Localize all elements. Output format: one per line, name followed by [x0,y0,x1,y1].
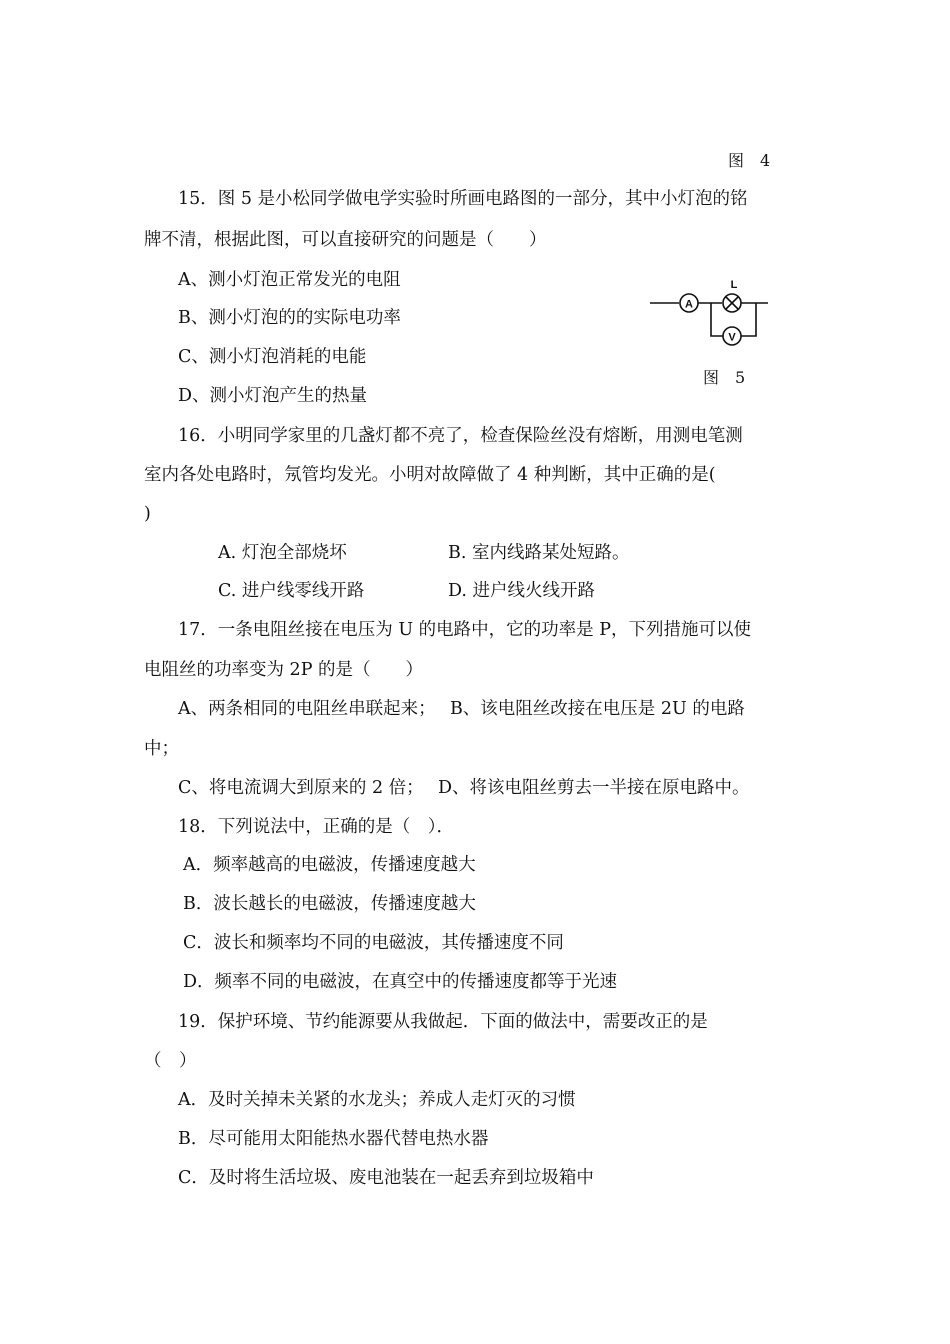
q17-options-cd: C、将电流调大到原来的 2 倍； D、将该电阻丝剪去一半接在原电路中。 [178,778,750,798]
lamp-label: L [730,279,738,291]
q18-option-d: D．频率不同的电磁波，在真空中的传播速度都等于光速 [183,972,618,992]
q15-option-d: D、测小灯泡产生的热量 [178,386,368,406]
circuit-diagram-figure-5 [644,272,784,352]
figure-4-caption: 图 4 [728,151,771,170]
q15-stem-line-2: 牌不清，根据此图，可以直接研究的问题是（ ） [144,230,547,250]
q16-option-d: D. 进户线火线开路 [448,581,596,601]
q16-option-a: A. 灯泡全部烧坏 [218,543,347,563]
q19-stem-line-1: 19．保护环境、节约能源要从我做起．下面的做法中，需要改正的是 [178,1012,708,1032]
q18-option-a: A．频率越高的电磁波，传播速度越大 [183,855,476,875]
q15-option-c: C、测小灯泡消耗的电能 [178,347,367,367]
q16-stem-line-2: 室内各处电路时，氖管均发光。小明对故障做了 4 种判断，其中正确的是( [144,465,716,485]
q15-option-a: A、测小灯泡正常发光的电阻 [178,270,401,290]
q17-stem-line-2: 电阻丝的功率变为 2P 的是（ ） [144,660,424,680]
q16-option-b: B. 室内线路某处短路。 [448,543,630,563]
q16-option-c: C. 进户线零线开路 [218,581,365,601]
ammeter-label: A [685,298,693,311]
q16-stem-line-3: ) [144,504,151,524]
q17-options-ab-line-1: A、两条相同的电阻丝串联起来； B、该电阻丝改接在电压是 2U 的电路 [178,699,745,719]
q18-option-b: B．波长越长的电磁波，传播速度越大 [183,894,476,914]
q19-option-b: B．尽可能用太阳能热水器代替电热水器 [178,1129,489,1149]
q18-stem: 18．下列说法中，正确的是（ ）． [178,817,455,837]
q17-stem-line-1: 17．一条电阻丝接在电压为 U 的电路中，它的功率是 P，下列措施可以使 [178,620,751,640]
q19-option-a: A．及时关掉未关紧的水龙头；养成人走灯灭的习惯 [178,1090,576,1110]
q19-option-c: C．及时将生活垃圾、废电池装在一起丢弃到垃圾箱中 [178,1168,594,1188]
q19-stem-line-2: （ ） [144,1051,197,1071]
q16-stem-line-1: 16．小明同学家里的几盏灯都不亮了，检查保险丝没有熔断，用测电笔测 [178,426,743,446]
q15-option-b: B、测小灯泡的的实际电功率 [178,308,401,328]
q17-options-ab-line-2: 中； [144,739,179,759]
q15-stem-line-1: 15．图 5 是小松同学做电学实验时所画电路图的一部分，其中小灯泡的铭 [178,189,748,209]
q18-option-c: C．波长和频率均不同的电磁波，其传播速度不同 [183,933,564,953]
voltmeter-label: V [728,331,736,344]
figure-5-caption: 图 5 [703,368,746,387]
